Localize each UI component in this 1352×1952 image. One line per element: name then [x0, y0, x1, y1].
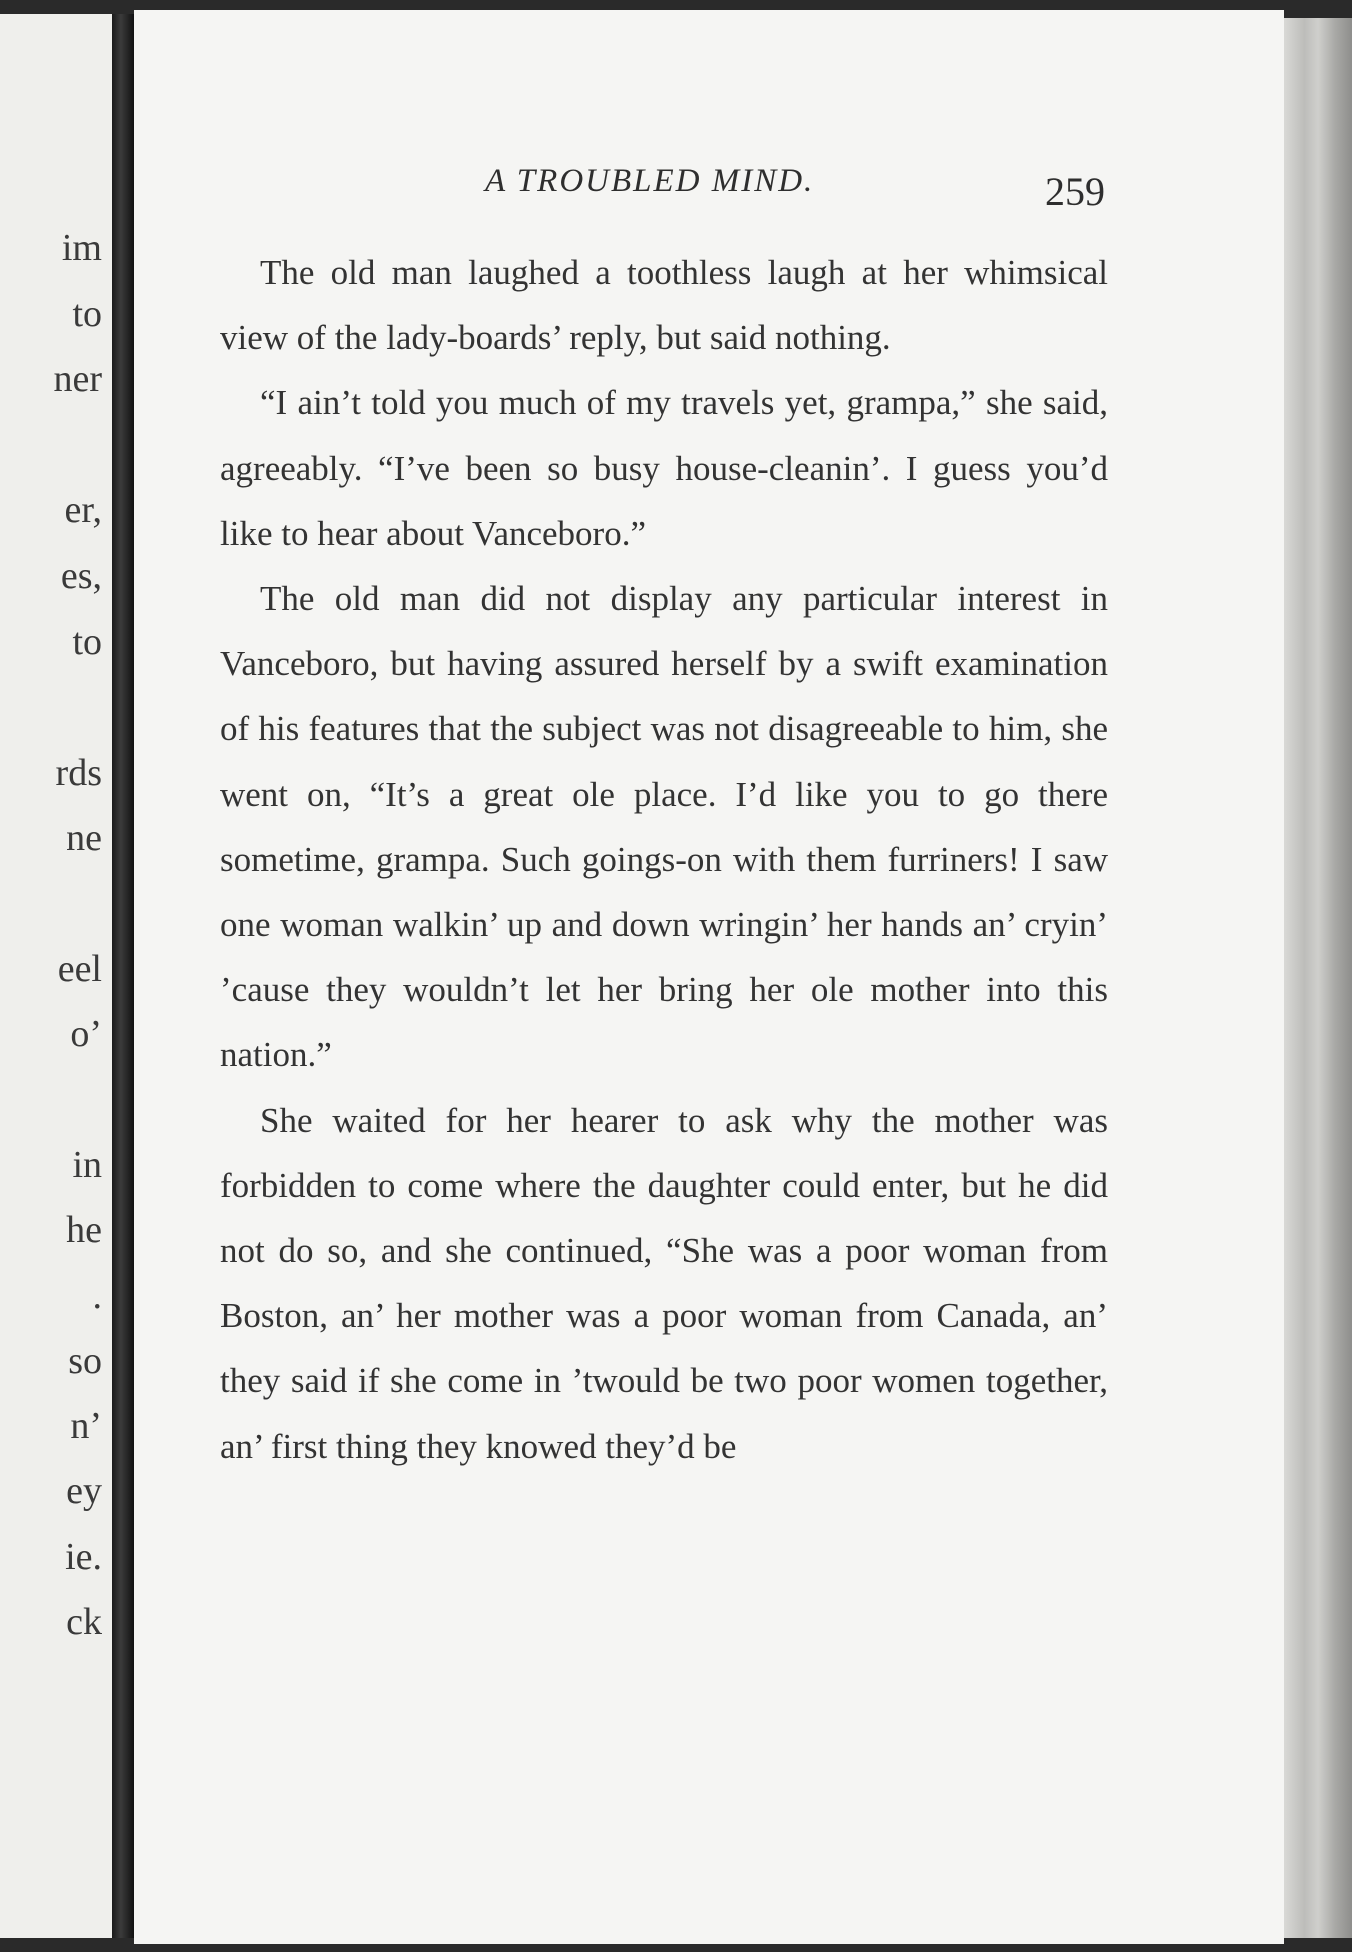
page-edges [1284, 18, 1352, 1938]
previous-page-edge [0, 14, 112, 1938]
previous-page-fragment: in [72, 1144, 102, 1186]
previous-page-text-fragments [0, 14, 112, 1938]
previous-page-fragment: . [92, 1275, 102, 1317]
paragraph: The old man laughed a toothless laugh at her whimsical view of the lady-boards’ reply, but said nothing. [220, 253, 1108, 358]
page-number: 259 [1045, 169, 1105, 214]
previous-page-fragment: so [68, 1340, 102, 1382]
paragraph: “I ain’t told you much of my travels yet, grampa,” she said, agreeably. “I’ve been so busy house-cleanin’. I guess you’d like to hear about Vanceboro.” [220, 383, 1108, 553]
previous-page-fragment: ne [66, 817, 102, 859]
previous-page-fragment: rds [55, 752, 102, 794]
previous-page-fragment: eel [57, 948, 102, 990]
book-gutter [112, 14, 134, 1938]
body-text [220, 240, 1108, 1479]
previous-page-fragment: n’ [70, 1405, 102, 1447]
previous-page-fragment: to [72, 621, 102, 663]
paragraph: The old man did not display any particular interest in Vanceboro, but having assured herself by a swift examination of his features that the subject was not disagreeable to him, she went on, “It’s a great ole place. I’d like you to go there sometime, grampa. Such goings-on with them furriners! I saw one woman walkin’ up and down wringin’ her hands an’ cryin’ ’cause they wouldn’t let her bring her ole mother into this nation.” [220, 579, 1108, 1075]
previous-page-fragment: ie. [65, 1536, 102, 1578]
previous-page-fragment: im [61, 227, 102, 269]
previous-page-fragment: he [66, 1209, 102, 1251]
previous-page-fragment: er, [64, 489, 102, 531]
previous-page-fragment: to [72, 293, 102, 335]
previous-page-fragment: o’ [70, 1013, 102, 1055]
previous-page-fragment: ner [53, 358, 102, 400]
previous-page-fragment: es, [60, 555, 102, 597]
previous-page-fragment: ey [66, 1470, 102, 1512]
paragraph: She waited for her hearer to ask why the mother was forbidden to come where the daughter could enter, but he did not do so, and she continued, “She was a poor woman from Boston, an’ her mother was a poor woman from Canada, an’ they said if she come in ’twould be two poor women together, an’ first thing they knowed they’d be [220, 1100, 1108, 1466]
running-head: A TROUBLED MIND. [485, 163, 815, 199]
previous-page-fragment: ck [66, 1601, 102, 1643]
